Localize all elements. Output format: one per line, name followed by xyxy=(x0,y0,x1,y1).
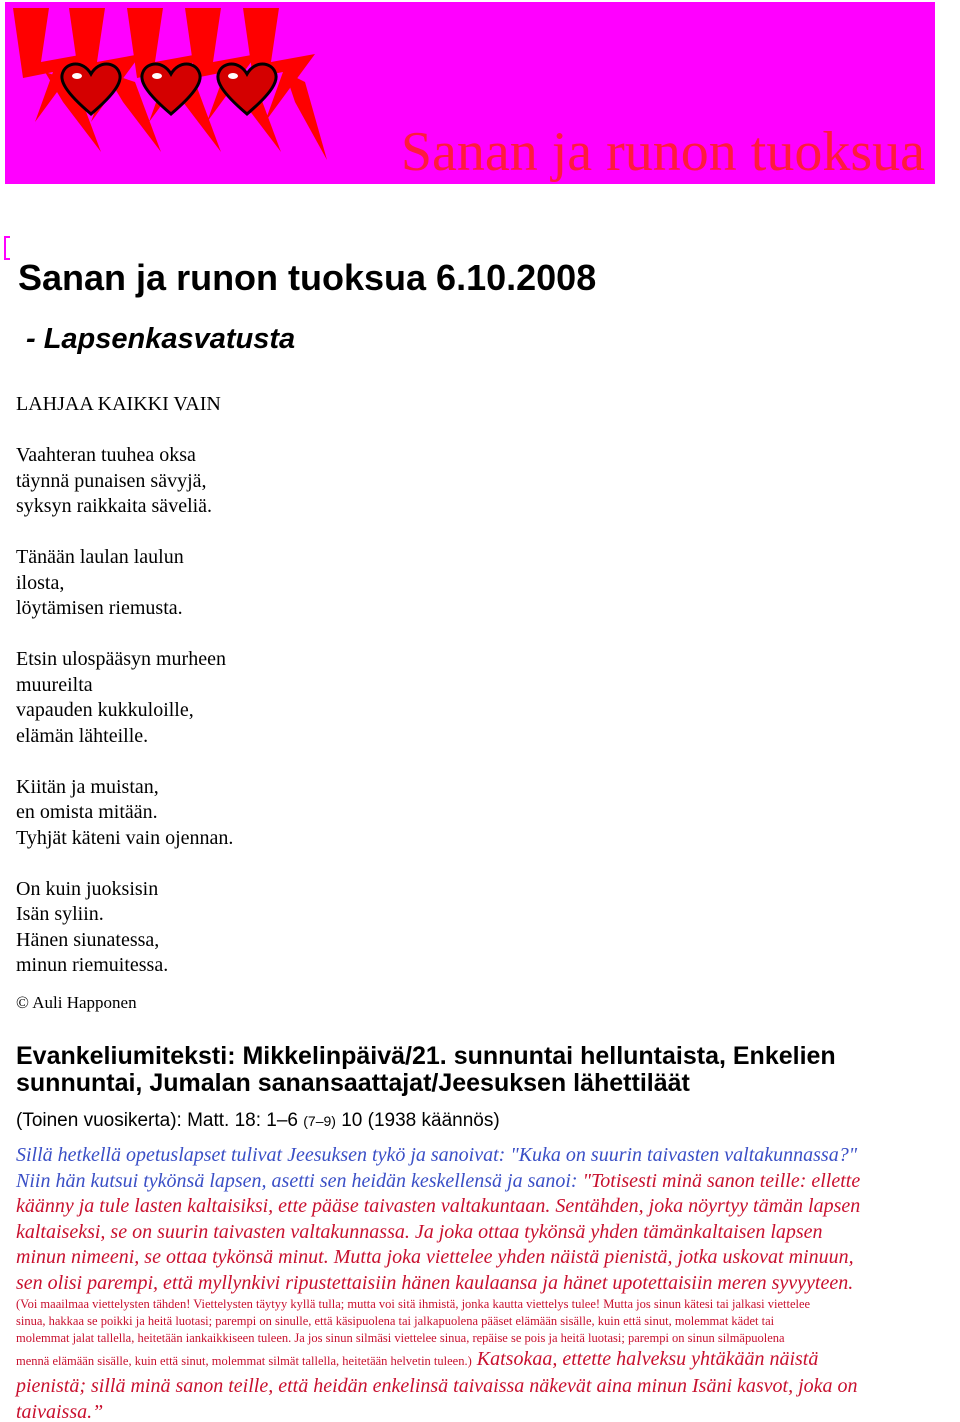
scripture-omitted-line: sinua, hakkaa se poikki ja heitä luotasi; parempi on sinulle, että käsipuolena tai jalkapuolena pääset elämään sisälle, kuin että sinut, molemmat kädet tai xyxy=(16,1314,775,1328)
poem-line: täynnä punaisen sävyjä, xyxy=(16,469,207,492)
poem-line: Etsin ulospääsyn murheen xyxy=(16,648,226,670)
scripture-line: minun nimeeni, se ottaa tykönsä minut. Mutta joka viettelee yhden näistä pienistä, jotka uskovat minuun, xyxy=(16,1246,854,1268)
poem-line: On kuin juoksisin xyxy=(16,877,159,900)
poem-line: Tänään laulan laulun xyxy=(16,546,184,568)
scripture-line: kaltaiseksi, se on suurin taivasten valtakunnassa. Ja joka ottaa tykönsä yhden tämänkaltaisen lapsen xyxy=(16,1220,823,1243)
scripture-omitted-line: molemmat jalat tallella, heitetään iankaikkiseen tuleen. Ja jos sinun silmäsi viettelee sinua, repäise se pois ja heitä luotasi; parempi on sinun silmäpuolena xyxy=(16,1331,785,1345)
heart-icon xyxy=(218,64,276,114)
scripture-narration: Niin hän kutsui tykönsä lapsen, asetti sen heidän keskellensä ja sanoi: xyxy=(16,1169,583,1192)
reference-verses: (7–9) xyxy=(303,1113,336,1129)
poem-stanza xyxy=(16,443,233,520)
poem-line: ilosta, xyxy=(16,571,65,594)
reference-end: 10 (1938 käännös) xyxy=(335,1110,500,1131)
bracket-icon xyxy=(4,236,10,260)
poem-line: Isän syliin. xyxy=(16,903,104,925)
scripture-line: pienistä; sillä minä sanon teille, että heidän enkelinsä taivaissa näkevät aina minun Isäni kasvot, joka on xyxy=(16,1375,858,1397)
scripture-line: taivaissa.” xyxy=(16,1400,104,1422)
poem-line: Hänen siunatessa, xyxy=(16,928,160,951)
scripture-quote: "Totisesti minä sanon teille: ellette xyxy=(582,1169,861,1192)
poem-line: vapauden kukkuloille, xyxy=(16,699,194,721)
reference-main: (Toinen vuosikerta): Matt. 18: 1–6 xyxy=(16,1110,304,1131)
poem-line: muureilta xyxy=(16,673,93,696)
scripture-line: Sillä hetkellä opetuslapset tulivat Jeesuksen tykö ja sanoivat: "Kuka on suurin taivasten valtakunnassa?" xyxy=(16,1144,858,1166)
poem-line: syksyn raikkaita säveliä. xyxy=(16,495,213,517)
poem-line: minun riemuitessa. xyxy=(16,954,169,976)
page-subtitle: - Lapsenkasvatusta xyxy=(26,323,296,355)
scripture-reference xyxy=(16,1108,500,1134)
gospel-heading xyxy=(16,1043,936,1097)
poem-line: Vaahteran tuuhea oksa xyxy=(16,444,196,466)
scripture-line: käänny ja tule lasten kaltaisiksi, ette pääse taivasten valtakuntaan. Sentähden, joka nöyrtyy tämän lapsen xyxy=(16,1195,861,1217)
scripture-line xyxy=(16,1169,956,1195)
scripture-quote: Katsokaa, ettette halveksu yhtäkään näistä xyxy=(471,1348,819,1370)
scripture-text xyxy=(16,1143,956,1422)
scripture-line: sen olisi parempi, että myllynkivi ripustettaisiin hänen kaulaansa ja hänet upotettaisiin meren syvyyteen. xyxy=(16,1271,854,1294)
scripture-omitted-end: mennä elämään sisälle, kuin että sinut, molemmat silmät tallella, heitetään helvetin tuleen.) xyxy=(16,1354,472,1368)
scripture-omitted-line: (Voi maailmaa viettelysten tähden! Viettelysten täytyy kyllä tulla; mutta voi sitä ihmistä, jonka kautta viettelys tulee! Mutta jos sinun kätesi tai jalkasi viettelee xyxy=(16,1297,811,1311)
poem-line: en omista mitään. xyxy=(16,801,158,823)
poem-line: Tyhjät käteni vain ojennan. xyxy=(16,826,234,849)
gospel-heading-line: sunnuntai, Jumalan sanansaattajat/Jeesuksen lähettiläät xyxy=(16,1069,690,1097)
poem-line: löytämisen riemusta. xyxy=(16,597,183,619)
poem-stanza xyxy=(16,647,233,749)
poem-line: Kiitän ja muistan, xyxy=(16,775,159,798)
poem-stanza xyxy=(16,877,233,979)
gospel-heading-line: Evankeliumiteksti: Mikkelinpäivä/21. sunnuntai helluntaista, Enkelien xyxy=(16,1042,836,1070)
poem-credit: © Auli Happonen xyxy=(16,993,137,1012)
page-title: Sanan ja runon tuoksua 6.10.2008 xyxy=(18,257,597,298)
poem xyxy=(16,392,233,979)
poem-stanza xyxy=(16,775,233,852)
poem-title: LAHJAA KAIKKI VAIN xyxy=(16,393,221,415)
poem-stanza xyxy=(16,545,233,622)
scripture-line xyxy=(16,1347,956,1374)
banner-title: Sanan ja runon tuoksua xyxy=(400,121,925,183)
poem-line: elämän lähteille. xyxy=(16,724,149,747)
header-banner xyxy=(5,2,935,184)
